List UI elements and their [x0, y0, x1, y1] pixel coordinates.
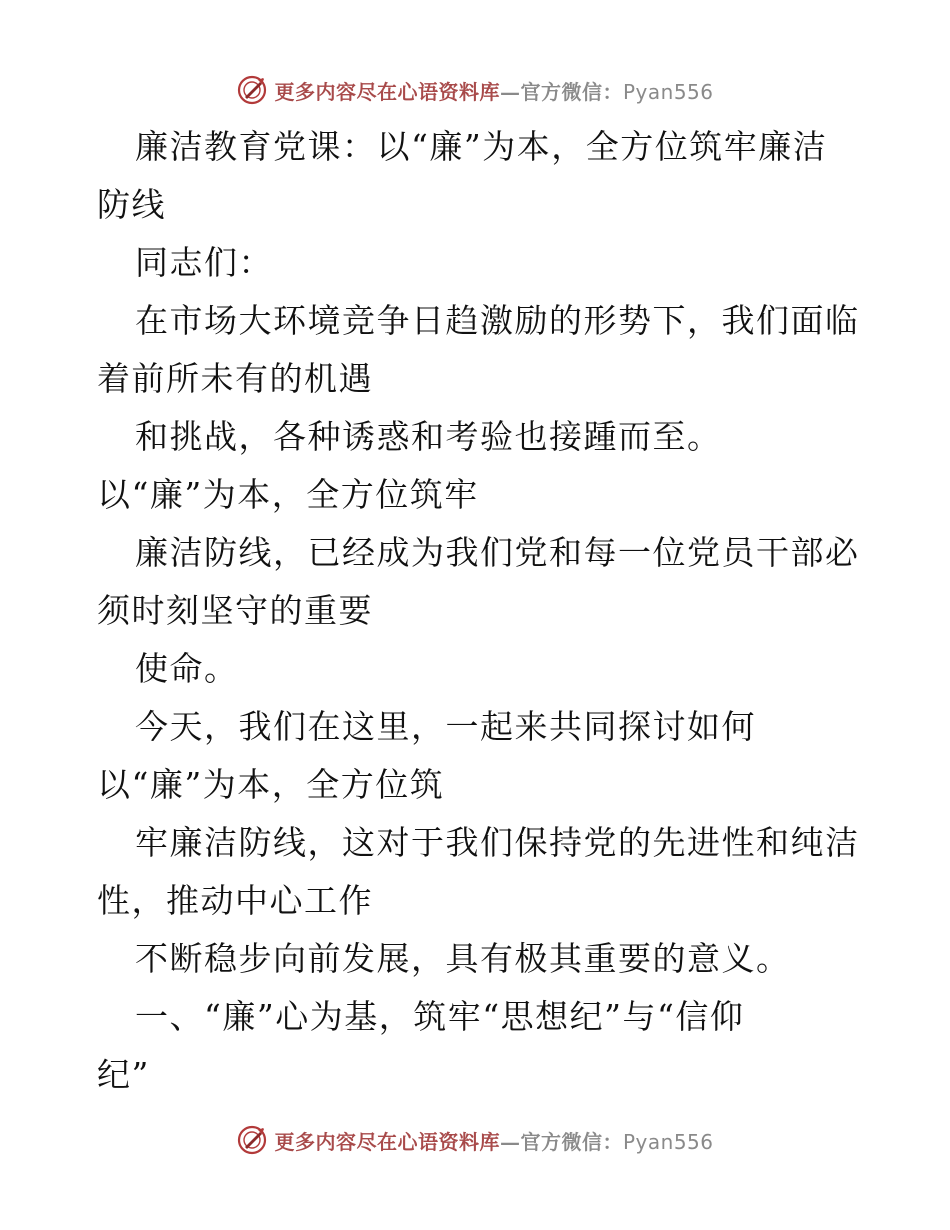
watermark-wechat-id: Pyan556 — [622, 1129, 714, 1154]
text-line: 今天，我们在这里，一起来共同探讨如何 — [135, 707, 756, 746]
watermark-wechat-label: 官方微信： — [520, 79, 623, 104]
text-line: 在市场大环境竞争日趋激励的形势下，我们面临 — [135, 301, 860, 340]
text-line: 不断稳步向前发展，具有极其重要的意义。 — [135, 939, 791, 978]
text-line: 须时刻坚守的重要 — [97, 591, 373, 630]
text-line: 防线 — [97, 185, 166, 224]
watermark-site-text: 更多内容尽在心语资料库 — [274, 1129, 500, 1154]
watermark-dash: — — [499, 1129, 521, 1154]
watermark-dash: — — [499, 79, 521, 104]
text-line: 和挑战，各种诱惑和考验也接踵而至。 — [135, 417, 722, 456]
watermark-content — [236, 74, 713, 106]
text-line: 一、“廉”心为基，筑牢“思想纪”与“信仰 — [135, 997, 745, 1036]
watermark-wechat-label: 官方微信： — [520, 1129, 623, 1154]
watermark-text — [274, 1126, 713, 1155]
text-line: 廉洁防线，已经成为我们党和每一位党员干部必 — [135, 533, 860, 572]
text-line: 牢廉洁防线，这对于我们保持党的先进性和纯洁 — [135, 823, 860, 862]
text-line: 纪” — [97, 1055, 150, 1094]
header-watermark-banner — [0, 70, 950, 110]
watermark-text — [274, 76, 713, 105]
text-line: 同志们： — [135, 243, 273, 282]
brand-logo-icon — [236, 74, 268, 106]
watermark-site-text: 更多内容尽在心语资料库 — [274, 79, 500, 104]
text-line: 着前所未有的机遇 — [97, 359, 373, 398]
text-line: 性，推动中心工作 — [97, 881, 373, 920]
watermark-content — [236, 1124, 713, 1156]
brand-logo-icon — [236, 1124, 268, 1156]
footer-watermark-banner — [0, 1120, 950, 1160]
text-line: 以“廉”为本，全方位筑牢 — [97, 475, 479, 514]
text-line: 使命。 — [135, 649, 239, 688]
document-body — [97, 118, 860, 1104]
text-line: 以“廉”为本，全方位筑 — [97, 765, 445, 804]
watermark-wechat-id: Pyan556 — [622, 79, 714, 104]
text-line: 廉洁教育党课：以“廉”为本，全方位筑牢廉洁 — [135, 127, 828, 166]
